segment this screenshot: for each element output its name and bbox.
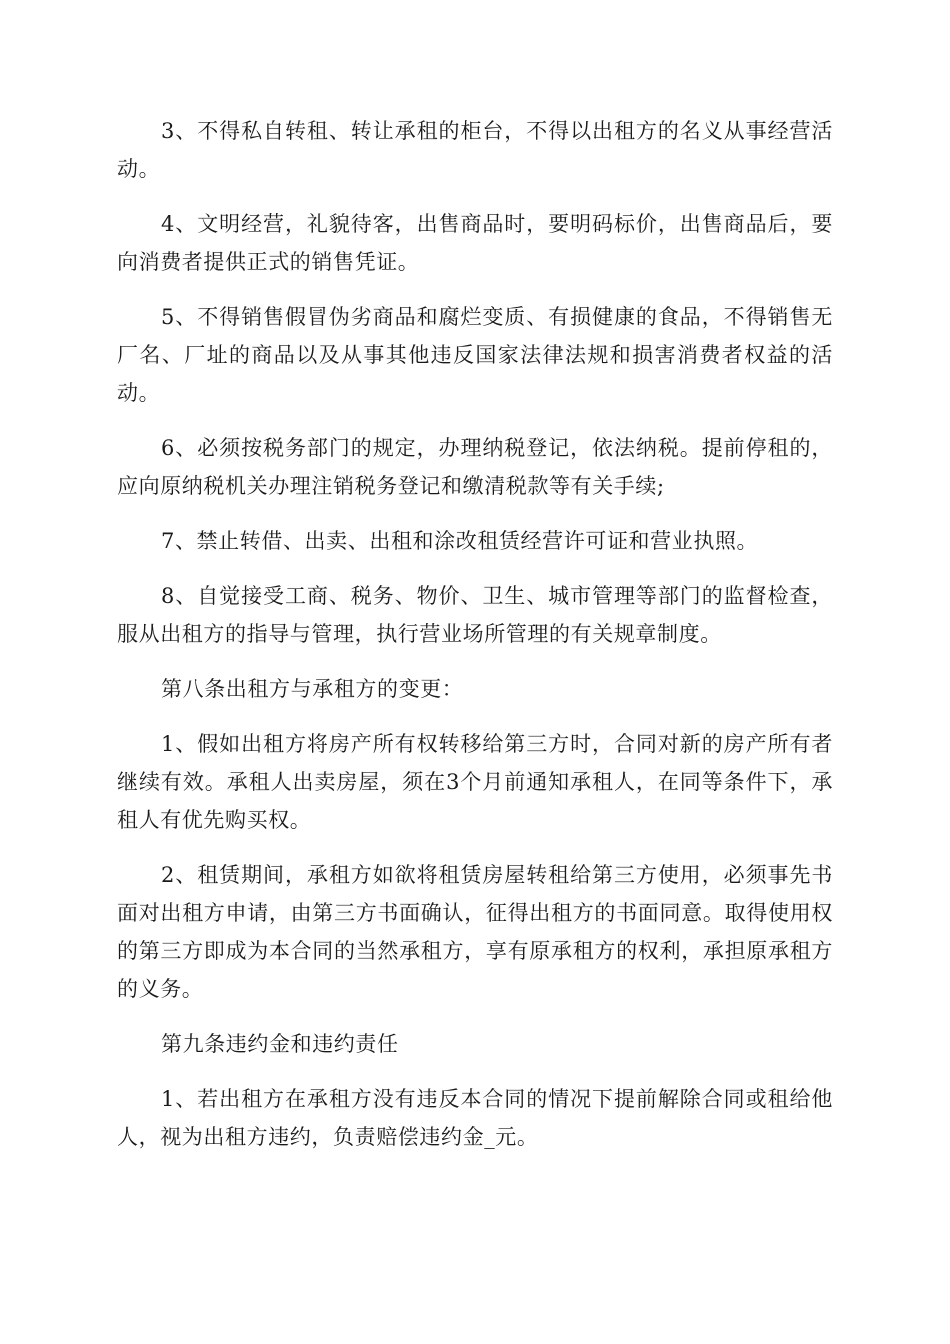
document-body (117, 112, 833, 1173)
article-9-heading: 第九条违约金和违约责任 (161, 1032, 399, 1056)
clause-5-no-counterfeit: 5、不得销售假冒伪劣商品和腐烂变质、有损健康的食品，不得销售无厂名、厂址的商品以及从事其他违反国家法律法规和损害消费者权益的活动。 (117, 305, 833, 405)
clause-3-no-sublet: 3、不得私自转租、转让承租的柜台，不得以出租方的名义从事经营活动。 (117, 119, 833, 181)
clause-6-tax-registration: 6、必须按税务部门的规定，办理纳税登记，依法纳税。提前停租的，应向原纳税机关办理注销税务登记和缴清税款等有关手续; (117, 436, 833, 498)
clause-4-civil-business: 4、文明经营，礼貌待客，出售商品时，要明码标价，出售商品后，要向消费者提供正式的销售凭证。 (117, 212, 833, 274)
article-8-heading: 第八条出租方与承租方的变更： (161, 677, 464, 701)
article-8-clause-1: 1、假如出租方将房产所有权转移给第三方时，合同对新的房产所有者继续有效。承租人出卖房屋，须在3个月前通知承租人，在同等条件下，承租人有优先购买权。 (117, 732, 833, 832)
article-9-clause-1: 1、若出租方在承租方没有违反本合同的情况下提前解除合同或租给他人，视为出租方违约，负责赔偿违约金_元。 (117, 1087, 833, 1149)
article-8-clause-2: 2、租赁期间，承租方如欲将租赁房屋转租给第三方使用，必须事先书面对出租方申请，由第三方书面确认，征得出租方的书面同意。取得使用权的第三方即成为本合同的当然承租方，享有原承租方的权利，承担原承租方的义务。 (117, 863, 833, 1001)
clause-8-accept-supervision: 8、自觉接受工商、税务、物价、卫生、城市管理等部门的监督检查，服从出租方的指导与管理，执行营业场所管理的有关规章制度。 (117, 584, 833, 646)
clause-7-no-license-misuse: 7、禁止转借、出卖、出租和涂改租赁经营许可证和营业执照。 (161, 529, 759, 553)
